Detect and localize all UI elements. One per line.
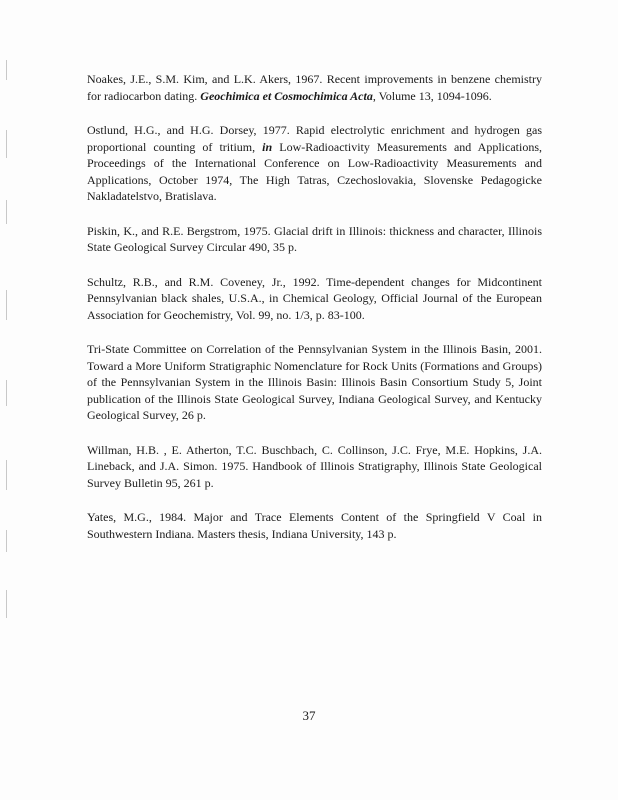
reference-text-tail: Low-Radioactivity Measurements and Applications, Proceedings of the International Conference on Low-Radioactivity Measurements and Applications, October 1974, The High Tatras, Czechoslovakia, Slovenske Pedagogicke Nakladatelstvo, Bratislava. (87, 139, 542, 203)
reference-entry (87, 509, 542, 542)
page-number: 37 (302, 708, 316, 723)
reference-entry (87, 122, 542, 205)
reference-journal: in (262, 139, 273, 154)
scan-mark (6, 530, 7, 552)
reference-text: Willman, H.B. , E. Atherton, T.C. Buschbach, C. Collinson, J.C. Frye, M.E. Hopkins, J.A. Lineback, and J.A. Simon. 1975. Handbook of Illinois Stratigraphy, Illinois State Geological Survey Bulletin 95, 261 p. (87, 442, 542, 490)
scan-mark (6, 60, 7, 80)
reference-entry (87, 274, 542, 324)
scan-mark (6, 590, 7, 618)
reference-text: Yates, M.G., 1984. Major and Trace Elements Content of the Springfield V Coal in Southwestern Indiana. Masters thesis, Indiana University, 143 p. (87, 510, 542, 541)
reference-text: Noakes, J.E., S.M. Kim, and L.K. Akers, 1967. Recent improvements in benzene chemistry for radiocarbon dating. (87, 72, 542, 103)
reference-text: Schultz, R.B., and R.M. Coveney, Jr., 1992. Time-dependent changes for Midcontinent Pennsylvanian black shales, U.S.A., in Chemical Geology, Official Journal of the European Association for Geochemistry, Vol. 99, no. 1/3, p. 83-100. (87, 274, 542, 322)
reference-text: Tri-State Committee on Correlation of the Pennsylvanian System in the Illinois Basin, 2001. Toward a More Uniform Stratigraphic Nomenclature for Rock Units (Formations and Groups) of the Pennsylvanian System in the Illinois Basin: Illinois Basin Consortium Study 5, Joint publication of the Illinois State Geological Survey, Indiana Geological Survey, and Kentucky Geological Survey, 26 p. (87, 342, 542, 422)
scan-mark (6, 200, 7, 224)
scan-mark (6, 460, 7, 490)
reference-entry (87, 341, 542, 424)
scan-mark (6, 380, 7, 406)
reference-text: Ostlund, H.G., and H.G. Dorsey, 1977. Rapid electrolytic enrichment and hydrogen gas proportional counting of tritium, (87, 123, 542, 154)
scan-mark (6, 130, 7, 158)
reference-entry (87, 223, 542, 256)
reference-entry (87, 71, 542, 104)
reference-list (87, 71, 542, 560)
reference-text-tail: , Volume 13, 1094-1096. (372, 88, 492, 103)
reference-journal: Geochimica et Cosmochimica Acta (200, 88, 373, 103)
scan-margin-marks (6, 60, 10, 620)
scan-mark (6, 290, 7, 320)
reference-entry (87, 442, 542, 492)
reference-text: Piskin, K., and R.E. Bergstrom, 1975. Glacial drift in Illinois: thickness and character, Illinois State Geological Survey Circular 490, 35 p. (87, 223, 542, 254)
